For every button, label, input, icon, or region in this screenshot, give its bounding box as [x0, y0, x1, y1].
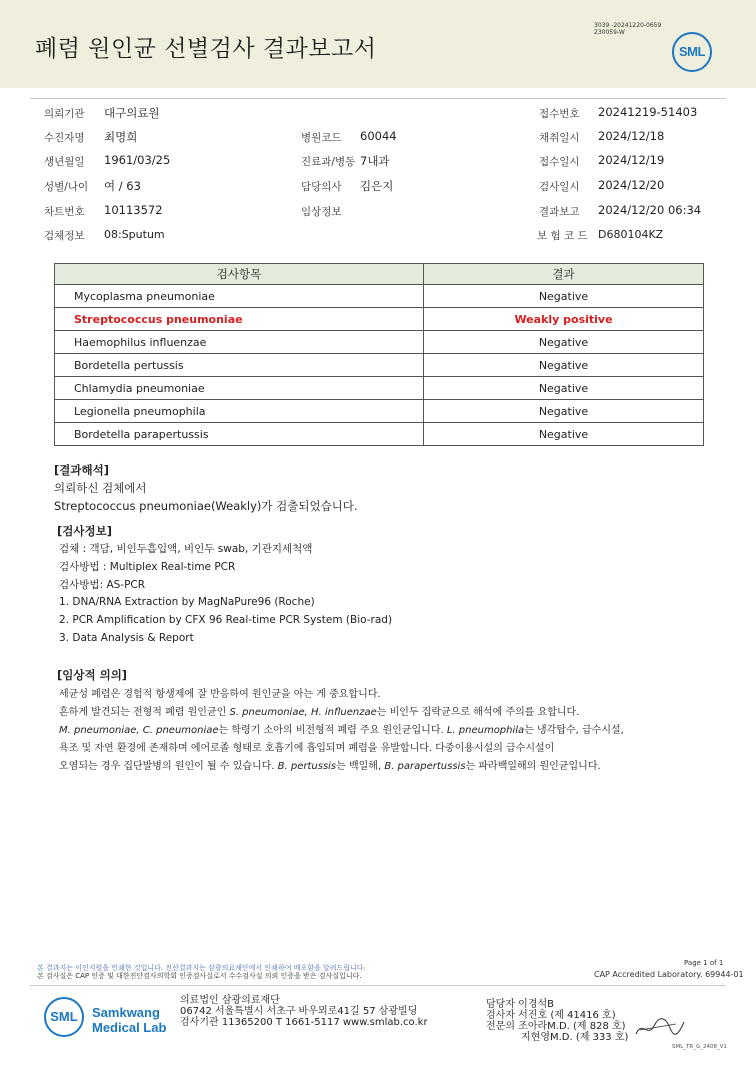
table-row	[55, 331, 704, 354]
sex-age-label: 성별/나이	[44, 181, 89, 193]
hospital-code-label: 병원코드	[301, 132, 342, 144]
table-row-positive	[55, 308, 704, 331]
clinical-line1: 세균성 폐렴은 경험적 항생제에 잘 반응하여 원인균을 아는 게 중요합니다.	[59, 689, 381, 700]
collect-date-value: 2024/12/18	[598, 129, 665, 143]
chart-no-label: 차트번호	[44, 206, 85, 218]
footer-address2: 06742 서울특별시 서초구 바우뫼로41길 57 삼광빌딩	[180, 1006, 418, 1017]
institution-value: 대구의료원	[104, 106, 160, 120]
clinical-line3	[59, 721, 624, 736]
patient-name-value: 최명희	[104, 130, 138, 144]
report-date-label: 결과보고	[539, 206, 580, 218]
clinical-line5-c: 는 백일해,	[336, 761, 385, 772]
footer-address3: 검사기관 11365200 T 1661-5117 www.smlab.co.kr	[180, 1017, 428, 1028]
test-result: Negative	[424, 331, 704, 354]
insurance-code-value: D680104KZ	[598, 228, 664, 241]
signature-line2: 검사자 서진호 (제 41416 호)	[486, 1010, 616, 1021]
report-title: 폐렴 원인균 선별검사 결과보고서	[35, 36, 377, 62]
test-item: Legionella pneumophila	[55, 400, 424, 423]
dob-value: 1961/03/25	[104, 153, 171, 167]
test-result: Negative	[424, 354, 704, 377]
test-date-value: 2024/12/20	[598, 178, 665, 192]
clinical-line3-c: L. pneumophila	[446, 725, 525, 736]
test-date-label: 검사일시	[539, 181, 580, 193]
test-item: Bordetella pertussis	[55, 354, 424, 377]
sml-footer-logo-text: SML	[50, 1009, 78, 1024]
receipt-date-label: 접수일시	[539, 156, 580, 168]
footer-address1: 의료법인 삼광의료재단	[180, 995, 280, 1006]
handwritten-signature-icon	[632, 1012, 686, 1042]
test-info-line: 3. Data Analysis & Report	[59, 632, 194, 644]
test-item: Haemophilus influenzae	[55, 331, 424, 354]
column-header-item: 검사항목	[55, 264, 424, 285]
clinical-line5-d: B. parapertussis	[384, 761, 466, 772]
sml-logo-icon	[672, 32, 712, 72]
sml-footer-logo-icon	[44, 997, 84, 1037]
test-item: Streptococcus pneumoniae	[55, 308, 424, 331]
chart-no-value: 10113572	[104, 203, 163, 217]
footer-notice2: 본 검사실은 CAP 인증 및 대한진단검사의학회 인증검사실로서 수수검사실 의뢰 인증을 받은 검사실입니다.	[37, 972, 362, 980]
form-code: SML_TR_G_2408_V1	[672, 1044, 728, 1050]
test-item: Bordetella parapertussis	[55, 423, 424, 446]
test-result: Negative	[424, 377, 704, 400]
interpretation-title: [결과해석]	[54, 463, 109, 477]
signature-line4: 지현영M.D. (제 333 호)	[521, 1032, 629, 1043]
receipt-no-value: 20241219-51403	[598, 105, 698, 119]
test-result: Negative	[424, 285, 704, 308]
divider	[30, 98, 726, 99]
sml-logo-text: SML	[679, 44, 705, 59]
table-row	[55, 400, 704, 423]
clinical-line2-c: 는 비인두 집락균으로 해석에 주의를 요합니다.	[376, 707, 580, 718]
clinical-line4: 욕조 및 자연 환경에 존재하며 에어로졸 형태로 호흡기에 흡입되며 폐렴을 유발합니다. 다중이용시설의 급수시설이	[59, 743, 555, 754]
specimen-value: 08:Sputum	[104, 228, 165, 241]
collect-date-label: 채취일시	[539, 132, 580, 144]
test-result: Negative	[424, 400, 704, 423]
results-table	[54, 263, 704, 446]
test-info-line: 검사방법: AS-PCR	[59, 579, 146, 591]
company-name-line2: Medical Lab	[92, 1020, 167, 1035]
footer-divider	[30, 985, 726, 986]
footer-notice1: 본 결과지는 이인지원을 인쇄한 것입니다. 전산결과지는 삼광의료재단에서 인쇄하여 배포함을 알려드립니다.	[37, 964, 366, 972]
clinical-line5-a: 오염되는 경우 집단발병의 원인이 될 수 있습니다.	[59, 761, 278, 772]
receipt-no-label: 접수번호	[539, 108, 580, 120]
sex-age-value: 여 / 63	[104, 179, 141, 193]
table-header-row	[55, 264, 704, 285]
clinical-info-label: 임상정보	[301, 206, 342, 218]
test-info-line: 1. DNA/RNA Extraction by MagNaPure96 (Roche)	[59, 596, 315, 608]
interpretation-line2: Streptococcus pneumoniae(Weakly)가 검출되었습니다.	[54, 499, 358, 513]
test-item: Mycoplasma pneumoniae	[55, 285, 424, 308]
document-id-line2: 230059-W	[594, 29, 625, 36]
department-value: 7내과	[360, 154, 390, 168]
test-info-line: 검체 : 객담, 비인두흡입액, 비인두 swab, 기관지세척액	[59, 543, 313, 555]
doctor-value: 김은지	[360, 179, 394, 193]
table-row	[55, 377, 704, 400]
test-item: Chlamydia pneumoniae	[55, 377, 424, 400]
table-row	[55, 285, 704, 308]
interpretation-line1: 의뢰하신 검체에서	[54, 481, 147, 495]
clinical-line5-e: 는 파라백일해의 원인균입니다.	[465, 761, 601, 772]
clinical-significance-title: [임상적 의의]	[57, 668, 128, 682]
hospital-code-value: 60044	[360, 129, 397, 143]
report-date-value: 2024/12/20 06:34	[598, 203, 702, 217]
clinical-line2-a: 흔하게 발견되는 전형적 폐렴 원인균인	[59, 707, 230, 718]
clinical-line2-b: S. pneumoniae, H. influenzae	[229, 707, 377, 718]
cap-accreditation: CAP Accredited Laboratory. 69944-01	[594, 970, 744, 979]
company-name-line1: Samkwang	[92, 1005, 160, 1020]
dob-label: 생년월일	[44, 156, 85, 168]
clinical-line3-b: 는 학령기 소아의 비전형적 폐렴 주요 원인균입니다.	[218, 725, 447, 736]
clinical-line3-d: 는 냉각탑수, 급수시설,	[524, 725, 624, 736]
signature-line1: 담당자 이경석B	[486, 999, 554, 1010]
test-result: Weakly positive	[424, 308, 704, 331]
doctor-label: 담당의사	[301, 181, 342, 193]
test-info-line: 2. PCR Amplification by CFX 96 Real-time PCR System (Bio-rad)	[59, 614, 393, 626]
table-row	[55, 423, 704, 446]
signature-line3: 전문의 조아라M.D. (제 828 호)	[486, 1021, 626, 1032]
clinical-line3-a: M. pneumoniae, C. pneumoniae	[59, 725, 219, 736]
clinical-line5-b: B. pertussis	[277, 761, 337, 772]
test-info-line: 검사방법 : Multiplex Real-time PCR	[59, 561, 236, 573]
page-number: Page 1 of 1	[684, 959, 724, 967]
table-row	[55, 354, 704, 377]
insurance-code-label: 보 험 코 드	[537, 230, 588, 242]
clinical-line2	[59, 703, 579, 718]
patient-name-label: 수진자명	[44, 132, 85, 144]
company-name	[92, 1005, 166, 1035]
specimen-label: 검체정보	[44, 230, 85, 242]
document-id	[594, 22, 661, 36]
test-result: Negative	[424, 423, 704, 446]
receipt-date-value: 2024/12/19	[598, 153, 665, 167]
document-id-line1: 3039 -20241220-0659	[594, 22, 662, 29]
column-header-result: 결과	[424, 264, 704, 285]
department-label: 진료과/병동	[301, 156, 356, 168]
institution-label: 의뢰기관	[44, 108, 85, 120]
test-info-title: [검사정보]	[57, 524, 112, 538]
clinical-line5	[59, 757, 601, 772]
